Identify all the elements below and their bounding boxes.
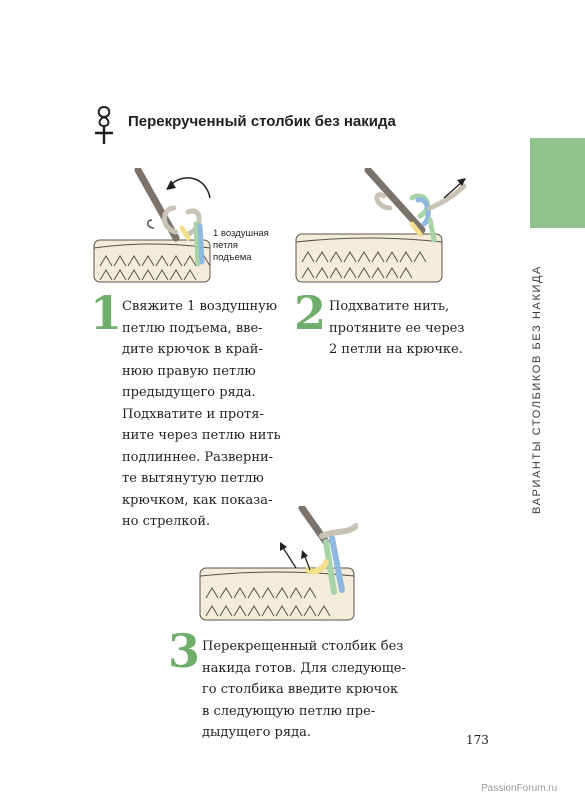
rotation-arrow-icon: [170, 178, 210, 198]
step-3-text: Перекрещенный столбик без накида готов. Для следующе- го столбика введите крючок в следующую петлю пре- дыдущего ряда.: [202, 639, 406, 740]
step-1-text: Свяжите 1 воздушную петлю подъема, вве- дите крючок в край- нюю правую петлю предыдущего ряда. Подхватите и протя- ните через петлю нить подлиннее. Разверни- те вытянутую петлю крючком, как показа- но стрелкой.: [122, 299, 281, 529]
step-1-number: 1: [90, 286, 123, 340]
step-3-number: 3: [168, 624, 201, 678]
section-tab-marker: [530, 138, 585, 228]
yarn-stitch-row: [94, 240, 210, 282]
watermark: PassionForum.ru: [481, 783, 558, 794]
direction-arrow-icon: [282, 546, 296, 568]
twisted-stitch-symbol-icon: [91, 104, 117, 146]
step-2-number: 2: [294, 286, 327, 340]
step-3-illustration: [198, 506, 358, 626]
page-number: 173: [466, 733, 489, 747]
section-label: ВАРИАНТЫ СТОЛБИКОВ БЕЗ НАКИДА: [531, 265, 543, 514]
yarn-stitch-row: [296, 234, 442, 282]
step-2-illustration: [294, 168, 474, 288]
step-1-callout: 1 воздушная петля подъема: [213, 228, 269, 263]
page-title: Перекрученный столбик без накида: [128, 113, 396, 130]
step-1-illustration: [92, 168, 217, 288]
step-2-text: Подхватите нить, протяните ее через 2 петли на крючке.: [329, 299, 465, 357]
